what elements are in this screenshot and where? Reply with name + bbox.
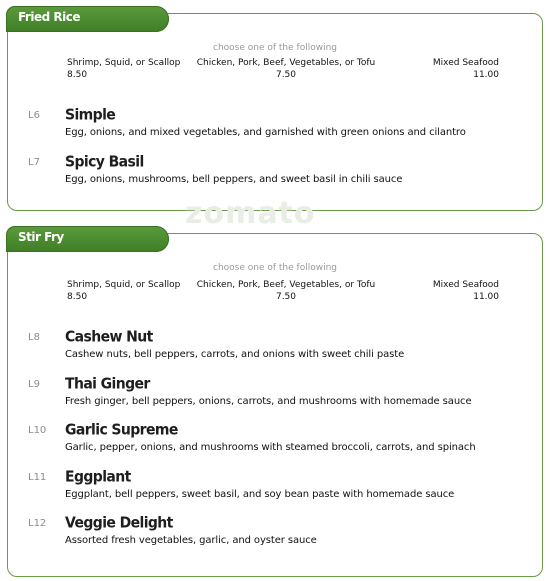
item-description: Egg, onions, and mixed vegetables, and garnished with green onions and cilantro — [65, 127, 466, 138]
price-option — [196, 279, 376, 303]
item-description: Cashew nuts, bell peppers, carrots, and onions with sweet chili paste — [65, 349, 405, 360]
price-option-label: Chicken, Pork, Beef, Vegetables, or Tofu — [196, 280, 376, 290]
price-option-value: 7.50 — [275, 70, 297, 80]
stir-fry-section — [7, 230, 543, 577]
price-option-value: 11.00 — [473, 292, 499, 302]
item-description: Egg, onions, mushrooms, bell peppers, and sweet basil in chili sauce — [65, 174, 403, 185]
item-name: Eggplant — [65, 469, 131, 486]
zomato-watermark: zomato — [185, 196, 316, 231]
item-description: Eggplant, bell peppers, sweet basil, and soy bean paste with homemade sauce — [65, 489, 455, 500]
price-option-label: Shrimp, Squid, or Scallop — [67, 280, 181, 290]
section-title: Stir Fry — [18, 230, 64, 244]
fried-rice-section — [7, 10, 543, 211]
item-code: L7 — [28, 157, 40, 168]
price-option-value: 11.00 — [473, 70, 499, 80]
item-description: Garlic, pepper, onions, and mushrooms with steamed broccoli, carrots, and spinach — [65, 442, 476, 453]
item-code: L8 — [28, 332, 40, 343]
choose-one-note: choose one of the following — [213, 43, 337, 53]
item-name: Garlic Supreme — [65, 422, 178, 439]
price-option-label: Chicken, Pork, Beef, Vegetables, or Tofu — [196, 58, 376, 68]
item-description: Fresh ginger, bell peppers, onions, carrots, and mushrooms with homemade sauce — [65, 396, 472, 407]
price-option-value: 7.50 — [275, 292, 297, 302]
price-option-value: 8.50 — [67, 70, 88, 80]
item-name: Thai Ginger — [65, 376, 150, 393]
item-code: L11 — [28, 472, 47, 483]
section-title: Fried Rice — [18, 10, 80, 24]
item-code: L10 — [28, 425, 47, 436]
item-name: Veggie Delight — [65, 515, 173, 532]
section-tab — [6, 6, 169, 32]
item-code: L12 — [28, 518, 47, 529]
price-option — [67, 279, 180, 303]
item-code: L6 — [28, 110, 40, 121]
choose-one-note: choose one of the following — [213, 263, 337, 273]
item-name: Spicy Basil — [65, 154, 144, 171]
item-description: Assorted fresh vegetables, garlic, and oyster sauce — [65, 535, 317, 546]
item-name: Cashew Nut — [65, 329, 153, 346]
price-option — [67, 57, 180, 81]
price-option — [433, 279, 499, 303]
section-tab — [6, 226, 169, 252]
item-code: L9 — [28, 379, 40, 390]
price-option-label: Shrimp, Squid, or Scallop — [67, 58, 181, 68]
price-option — [196, 57, 376, 81]
item-name: Simple — [65, 107, 116, 124]
price-option-label: Mixed Seafood — [432, 58, 499, 68]
price-option-value: 8.50 — [67, 292, 88, 302]
price-option — [433, 57, 499, 81]
price-option-label: Mixed Seafood — [432, 280, 499, 290]
